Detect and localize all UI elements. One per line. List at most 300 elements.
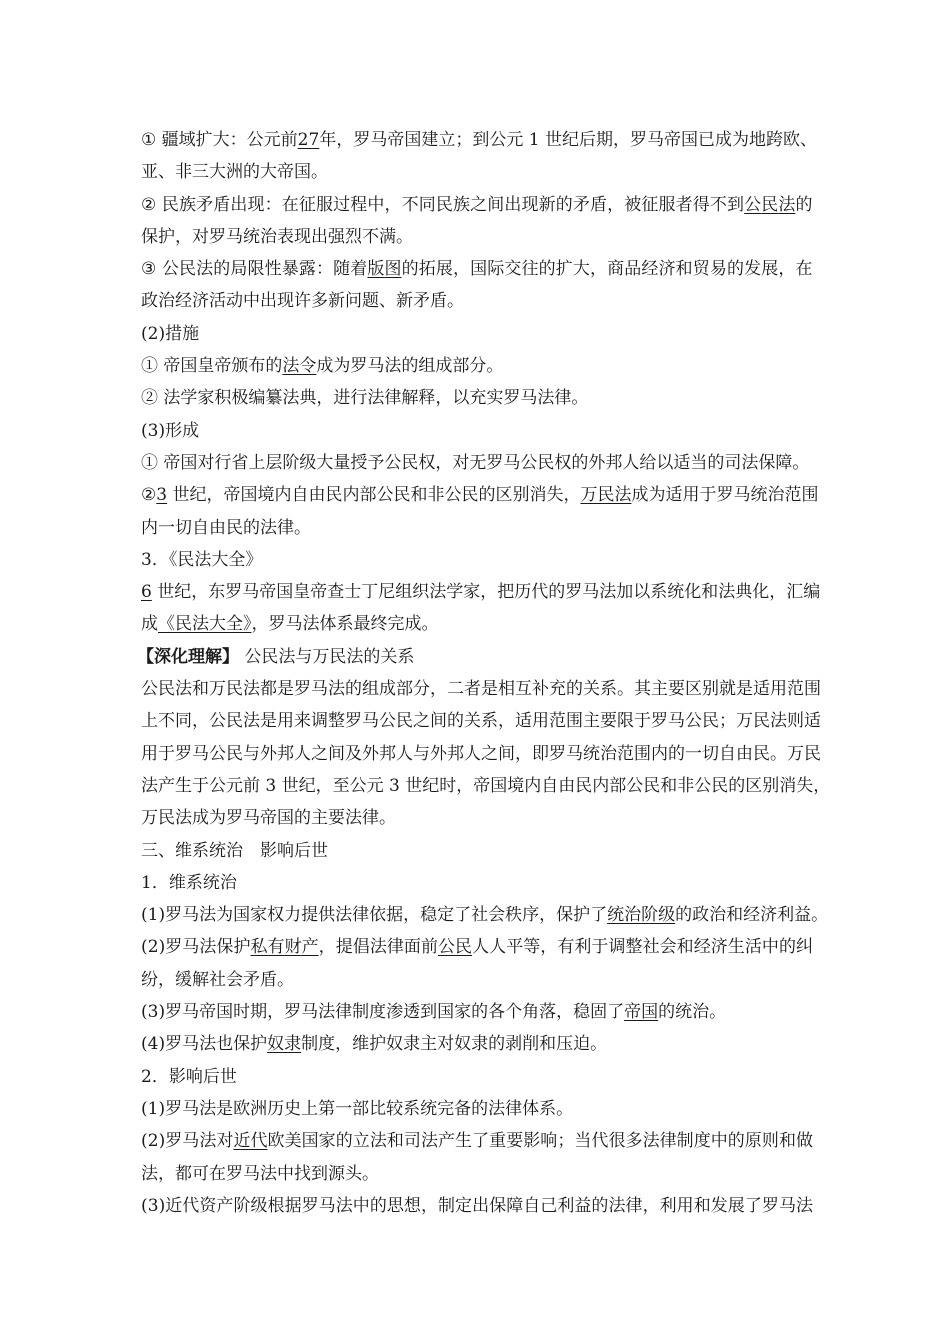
text-char: 出	[472, 1195, 490, 1216]
text-char: 元	[506, 130, 524, 150]
text-char: 商	[607, 259, 625, 280]
text-span: 2．影响后世	[141, 1066, 237, 1087]
text-char: 经	[641, 259, 659, 280]
text-char: 法	[770, 711, 787, 732]
text-char: 之	[413, 711, 430, 732]
text-line	[141, 576, 821, 608]
text-char: ，	[206, 485, 224, 506]
text-char: 围	[566, 711, 583, 732]
text-char: 1	[528, 130, 540, 150]
text-span: 成	[141, 614, 158, 635]
text-char: 保	[489, 1195, 507, 1216]
text-char: 非	[677, 775, 695, 796]
text-char: 世	[405, 775, 423, 796]
text-char: 和	[192, 679, 209, 700]
text-char: 间	[430, 711, 447, 732]
text-char: 纪	[189, 485, 207, 506]
text-line	[141, 447, 813, 479]
text-char: 公	[376, 485, 394, 506]
text-char: 外	[362, 743, 379, 764]
text-line	[141, 350, 813, 382]
text-char: 级	[250, 1195, 268, 1216]
text-char: ，	[318, 937, 336, 958]
text-char: 治	[767, 485, 785, 506]
text-char: 要	[668, 679, 685, 700]
text-char: 服	[658, 194, 676, 215]
text-char: 东	[208, 582, 226, 603]
text-span: 公民法与万民法的关系	[239, 646, 415, 667]
text-char: 范	[787, 679, 804, 700]
text-char: 着	[350, 259, 368, 280]
text-char: 罗	[175, 743, 192, 764]
text-char: 组	[362, 679, 379, 700]
text-char: 至	[332, 775, 350, 796]
text-char: 人	[472, 937, 490, 958]
underlined-char: 2	[297, 130, 309, 150]
text-char: 利	[574, 937, 592, 958]
text-char: 帝	[310, 582, 328, 603]
text-char: 于	[699, 485, 717, 506]
text-char: 得	[692, 194, 710, 215]
text-char: 是	[277, 679, 294, 700]
text-char: 统	[583, 743, 600, 764]
text-line	[141, 479, 819, 511]
text-char: 在	[795, 259, 813, 280]
text-char: 的	[795, 194, 813, 215]
text-char: 民	[325, 485, 343, 506]
text-char: 的	[555, 194, 573, 215]
text-char: 罗	[629, 130, 647, 150]
text-span: (1)罗马法是欧洲历史上第一部比较系统完备的法律体系。	[141, 1098, 574, 1119]
text-char: 时	[439, 775, 457, 796]
text-span: 内一切自由民的法律。	[141, 517, 311, 538]
text-char: 己	[540, 1195, 558, 1216]
text-char: ，	[612, 130, 630, 150]
text-char: 汇	[786, 582, 804, 603]
text-span: 亚、非三大洲的大帝国。	[141, 162, 328, 183]
underlined-char: 民	[597, 485, 615, 506]
text-char: 成	[631, 485, 649, 506]
text-char: 据	[284, 1195, 302, 1216]
text-line	[141, 156, 813, 188]
text-char: 资	[199, 1195, 217, 1216]
text-char: 前	[280, 130, 298, 150]
text-char: 帝	[387, 130, 405, 150]
text-char: 帝	[259, 582, 277, 603]
text-char: 盾	[590, 194, 608, 215]
text-line	[141, 802, 813, 834]
text-char: 的	[778, 937, 796, 958]
text-line	[141, 931, 813, 963]
text-char: 交	[504, 259, 522, 280]
text-char: 罗	[761, 1195, 779, 1216]
text-line	[141, 1028, 813, 1060]
text-char: 范	[617, 743, 634, 764]
text-char: 的	[727, 1131, 745, 1152]
text-char: 法	[718, 582, 736, 603]
text-char: ；	[455, 130, 473, 150]
text-char: 平	[506, 937, 524, 958]
text-span: (2)措施	[141, 323, 200, 344]
text-line	[141, 608, 813, 640]
text-char: 马	[192, 743, 209, 764]
text-char: 为	[731, 130, 749, 150]
text-char: 纪	[422, 775, 440, 796]
text-line	[141, 189, 813, 221]
text-char: 之	[311, 743, 328, 764]
text-span: 制度，维护奴隶主对奴隶的剥削和压迫。	[301, 1034, 608, 1055]
text-char: 了	[744, 1195, 762, 1216]
text-char: 用	[532, 711, 549, 732]
text-char: 代	[182, 1195, 200, 1216]
text-char: 罗	[565, 582, 583, 603]
text-char: 际	[487, 259, 505, 280]
document-body	[137, 124, 831, 1222]
text-char: 倡	[352, 937, 370, 958]
text-char: 治	[600, 743, 617, 764]
text-char: ；	[719, 711, 736, 732]
text-char: 利	[659, 1195, 677, 1216]
text-char: 部	[359, 485, 377, 506]
text-char: 用	[682, 485, 700, 506]
text-char: 由	[736, 743, 753, 764]
text-char: 区	[745, 775, 763, 796]
text-char: 民	[753, 711, 770, 732]
text-char: 失	[796, 775, 814, 796]
text-char: 展	[761, 259, 779, 280]
text-char: 贸	[692, 259, 710, 280]
text-char: ，	[480, 582, 498, 603]
underlined-term: 奴隶	[267, 1034, 302, 1055]
text-char: 程	[350, 194, 368, 215]
text-char: 征	[641, 194, 659, 215]
text-line	[141, 124, 817, 156]
text-char: 民	[226, 679, 243, 700]
text-char: 经	[693, 937, 711, 958]
text-char: 生	[455, 1131, 473, 1152]
text-char: 很	[608, 1131, 626, 1152]
text-char: 查	[327, 582, 345, 603]
text-char: 公	[349, 775, 367, 796]
text-char: 自	[523, 1195, 541, 1216]
text-span: ① 帝国对行省上层阶级大量授予公民权，对无罗马公民权的外邦人给以适当的司法保障。	[141, 452, 810, 473]
text-char: 主	[583, 711, 600, 732]
underlined-char: 6	[141, 582, 152, 603]
text-char: 罗	[651, 711, 668, 732]
text-char: 出	[230, 194, 248, 215]
text-char: 帝	[473, 775, 491, 796]
text-char: 对	[216, 1131, 234, 1152]
text-char: 成	[379, 679, 396, 700]
text-line	[141, 221, 813, 253]
text-char: 皇	[293, 582, 311, 603]
text-char: 法	[196, 259, 214, 280]
text-char: 的	[345, 679, 362, 700]
text-char: 间	[498, 743, 515, 764]
text-char: 局	[230, 259, 248, 280]
text-char: 济	[658, 259, 676, 280]
text-char: 要	[600, 711, 617, 732]
text-char: 与	[413, 743, 430, 764]
text-char: ，	[540, 937, 558, 958]
text-char: 适	[804, 711, 821, 732]
text-char: 马	[646, 130, 664, 150]
text-char: 跨	[765, 130, 783, 150]
text-char: 人	[294, 743, 311, 764]
text-char: 则	[761, 1131, 779, 1152]
text-char: 矛	[196, 194, 214, 215]
text-char: 往	[521, 259, 539, 280]
text-char: ，	[192, 711, 209, 732]
text-char: 都	[260, 679, 277, 700]
text-char: 扩	[555, 259, 573, 280]
text-char: 罗	[225, 582, 243, 603]
text-char: 加	[616, 582, 634, 603]
text-char: 的	[566, 679, 583, 700]
text-char: 国	[240, 485, 258, 506]
text-char: 和	[693, 1195, 711, 1216]
text-char: 。	[617, 679, 634, 700]
text-char: 于	[591, 937, 609, 958]
text-char: 障	[506, 1195, 524, 1216]
text-char: 疆	[161, 130, 179, 150]
text-char: 法	[369, 937, 387, 958]
text-char: 的	[335, 1131, 353, 1152]
text-line	[141, 415, 813, 447]
text-char: 露	[298, 259, 316, 280]
text-line	[141, 318, 813, 350]
underlined-char: 图	[384, 259, 402, 280]
text-char: 不	[158, 711, 175, 732]
text-char: 被	[624, 194, 642, 215]
text-char: 利	[557, 1195, 575, 1216]
text-span: 保护，对罗马统治表现出强烈不满。	[141, 226, 413, 247]
text-span: (3)罗马帝国时期，罗马法律制度渗透到国家的各个角落，稳固了	[141, 1002, 625, 1023]
text-char: 世	[157, 582, 175, 603]
text-char: ：	[229, 130, 247, 150]
text-line	[141, 705, 821, 737]
text-char: ③	[141, 259, 157, 280]
text-char: 法	[608, 1195, 626, 1216]
text-line	[141, 382, 813, 414]
text-char: 不	[709, 194, 727, 215]
text-char: 大	[212, 130, 230, 150]
text-span: 的政治和经济利益。	[675, 905, 829, 926]
text-char: 国	[680, 130, 698, 150]
text-char: 围	[801, 485, 819, 506]
text-char: )	[158, 1195, 166, 1216]
text-char: 民	[753, 743, 770, 764]
text-char: ，	[498, 711, 515, 732]
text-char: 统	[667, 582, 685, 603]
text-char: 化	[752, 582, 770, 603]
text-char: 年	[319, 130, 337, 150]
text-char: 美	[284, 1131, 302, 1152]
text-char: 族	[179, 194, 197, 215]
text-char: ，	[607, 194, 625, 215]
text-char: 分	[413, 679, 430, 700]
text-span: 法，都可在罗马法中找到源头。	[141, 1163, 379, 1184]
text-char: 生	[727, 937, 745, 958]
text-char: 是	[260, 711, 277, 732]
text-char: 律	[659, 1131, 677, 1152]
underlined-char: 代	[250, 1131, 268, 1152]
text-char: ②	[141, 194, 157, 215]
text-char: 丁	[361, 582, 379, 603]
text-char: 部	[396, 679, 413, 700]
text-char: 公	[685, 711, 702, 732]
text-char: 内	[651, 743, 668, 764]
text-char: 的	[728, 775, 746, 796]
text-char: 系	[481, 711, 498, 732]
text-char: 保	[216, 937, 234, 958]
text-char: 则	[787, 711, 804, 732]
text-char: 国	[301, 1131, 319, 1152]
text-char: 统	[750, 485, 768, 506]
text-char: 的	[401, 259, 419, 280]
text-char: 纪	[174, 582, 192, 603]
text-char: 不	[401, 194, 419, 215]
text-char: 罗	[294, 679, 311, 700]
text-char: 法	[369, 1131, 387, 1152]
text-char: 切	[702, 743, 719, 764]
text-char: 元	[226, 775, 243, 796]
text-char: 者	[675, 194, 693, 215]
text-char: 中	[367, 194, 385, 215]
text-span: (1)罗马法为国家权力提供法律依据，稳定了社会秩序，保护了	[141, 905, 608, 926]
text-char: 展	[727, 1195, 745, 1216]
text-char: 邦	[447, 743, 464, 764]
text-char: 前	[420, 937, 438, 958]
text-char: 别	[762, 775, 780, 796]
text-char: 法	[328, 679, 345, 700]
text-char: 民	[804, 743, 821, 764]
text-char: ，	[384, 194, 402, 215]
text-char: 一	[685, 743, 702, 764]
text-line	[141, 285, 813, 317]
text-char: ，	[315, 775, 333, 796]
text-char: 马	[318, 1195, 336, 1216]
text-char: ，	[336, 130, 354, 150]
text-char: 限	[617, 711, 634, 732]
text-char: 域	[178, 130, 196, 150]
text-char: 历	[514, 582, 532, 603]
text-char: ：	[316, 259, 334, 280]
text-char: 尼	[378, 582, 396, 603]
text-span: 万民法成为罗马帝国的主要法律。	[141, 808, 396, 829]
text-char: 产	[158, 775, 175, 796]
text-char: 建	[421, 130, 439, 150]
underlined-char: 7	[308, 130, 320, 150]
text-char: 马	[370, 130, 388, 150]
text-char: 法	[420, 1131, 438, 1152]
text-char: 内	[592, 775, 610, 796]
text-char: 扩	[195, 130, 213, 150]
text-char: 公	[626, 775, 644, 796]
text-char: 根	[267, 1195, 285, 1216]
text-char: 的	[478, 485, 496, 506]
text-char: 和	[701, 582, 719, 603]
text-char: 调	[311, 711, 328, 732]
text-char: 互	[515, 679, 532, 700]
text-char: 面	[403, 937, 421, 958]
text-char: 公	[209, 775, 226, 796]
text-span: ① 帝国皇帝颁布的	[141, 356, 283, 377]
underlined-term: 帝国	[624, 1002, 659, 1023]
text-char: 家	[463, 582, 481, 603]
text-char: 罗	[345, 711, 362, 732]
text-char: 学	[446, 582, 464, 603]
text-char: 限	[247, 259, 265, 280]
text-char: 别	[512, 485, 530, 506]
text-span: ② 法学家积极编纂法典，进行法律解释，以充实罗马法律。	[141, 388, 589, 409]
text-char: 民	[396, 711, 413, 732]
text-char: 多	[625, 1131, 643, 1152]
text-char: 法	[175, 679, 192, 700]
text-char: ，	[456, 775, 474, 796]
text-char: 为	[648, 485, 666, 506]
underlined-char: 3	[156, 485, 168, 506]
text-line	[141, 899, 829, 931]
text-char: 之	[481, 743, 498, 764]
text-char: 区	[685, 679, 702, 700]
text-char: 公	[489, 130, 507, 150]
text-line	[141, 1093, 813, 1125]
text-char: 征	[298, 194, 316, 215]
text-char: 由	[558, 775, 576, 796]
text-char: 的	[538, 259, 556, 280]
text-char: 整	[328, 711, 345, 732]
text-char: 出	[504, 194, 522, 215]
text-char: 中	[761, 937, 779, 958]
text-line	[141, 1158, 813, 1190]
text-char: 范	[784, 485, 802, 506]
text-char: ，	[515, 743, 532, 764]
text-char: 罗	[549, 743, 566, 764]
text-char: 部	[609, 775, 627, 796]
text-char: 要	[506, 1131, 524, 1152]
text-char: 已	[697, 130, 715, 150]
text-char: 世	[544, 130, 562, 150]
text-char: 公	[246, 130, 264, 150]
text-char: 范	[549, 711, 566, 732]
text-line	[141, 996, 813, 1028]
text-char: 发	[744, 259, 762, 280]
text-char: 法	[141, 775, 158, 796]
text-char: 新	[538, 194, 556, 215]
text-char: 做	[795, 1131, 813, 1152]
text-char: (	[141, 937, 148, 958]
text-line	[141, 253, 813, 285]
bold-heading: 【深化理解】	[137, 646, 239, 667]
text-char: 民	[435, 194, 453, 215]
text-char: 纪	[298, 775, 316, 796]
text-char: 国	[470, 259, 488, 280]
text-char: 纠	[795, 937, 813, 958]
text-char: 民	[179, 259, 197, 280]
text-char: 于	[634, 711, 651, 732]
text-char: 士	[344, 582, 362, 603]
text-char: 民	[393, 485, 411, 506]
text-char: 法	[335, 1195, 353, 1216]
text-char: 上	[141, 711, 158, 732]
text-char: ①	[141, 130, 157, 150]
text-char: 别	[702, 679, 719, 700]
text-char: 元	[366, 775, 384, 796]
text-line	[141, 835, 813, 867]
text-char: 代	[591, 1131, 609, 1152]
underlined-char: 民	[761, 194, 779, 215]
